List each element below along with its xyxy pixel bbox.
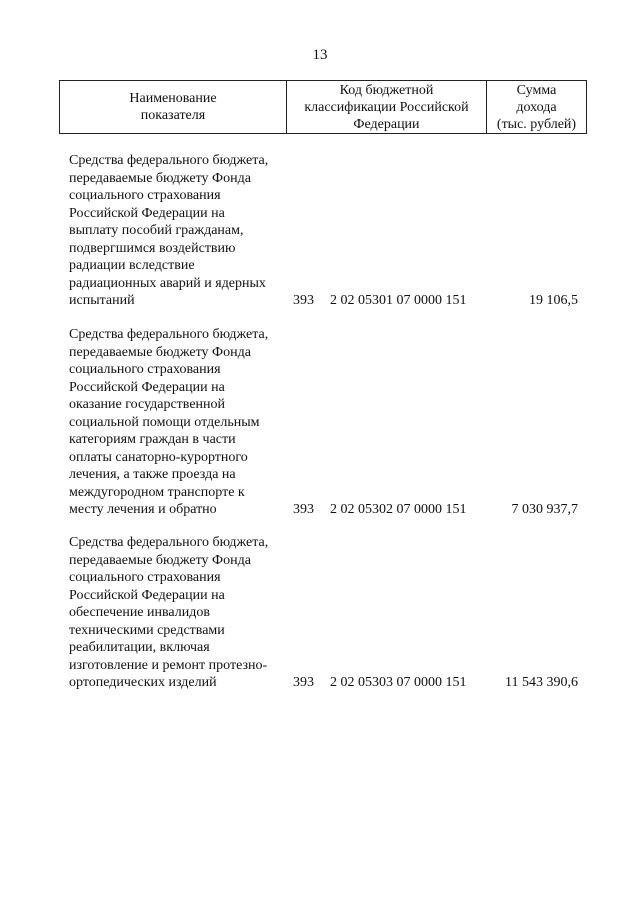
header-name-label: Наименование показателя [129,91,217,123]
row-amount: 11 543 390,6 [505,675,578,690]
row-amount: 19 106,5 [529,293,578,308]
row-admin-code: 393 [293,502,314,517]
header-cell-amount [487,81,586,133]
row-name: Средства федерального бюджета, передаваемые бюджету Фонда социального страхования Российской Федерации на обеспечение инвалидов техническими средствами реабилитации, включая изготовление и ремонт протезно- ортопедических изделий [69,535,269,690]
row-admin-code: 393 [293,293,314,308]
page-number: 13 [312,47,328,63]
row-name: Средства федерального бюджета, передаваемые бюджету Фонда социального страхования Российской Федерации на оказание государственной социальной помощи отдельным категориям граждан в части оплаты санаторно-курортного лечения, а также проезда на междугородном транспорте к месту лечения и обратно [69,327,269,517]
row-classification-code: 2 02 05303 07 0000 151 [330,675,467,690]
header-cell-name [60,81,287,133]
table-header [59,80,587,134]
header-cell-code [287,81,487,133]
header-amount-label: Сумма дохода (тыс. рублей) [496,82,577,132]
row-classification-code: 2 02 05302 07 0000 151 [330,502,467,517]
header-code-label: Код бюджетной классификации Российской Федерации [304,82,469,132]
row-admin-code: 393 [293,675,314,690]
row-name: Средства федерального бюджета, передаваемые бюджету Фонда социального страхования Российской Федерации на выплату пособий гражданам, подвергшимся воздействию радиации вследствие радиационных аварий и ядерных испытаний [69,153,269,308]
row-amount: 7 030 937,7 [511,502,578,517]
row-classification-code: 2 02 05301 07 0000 151 [330,293,467,308]
